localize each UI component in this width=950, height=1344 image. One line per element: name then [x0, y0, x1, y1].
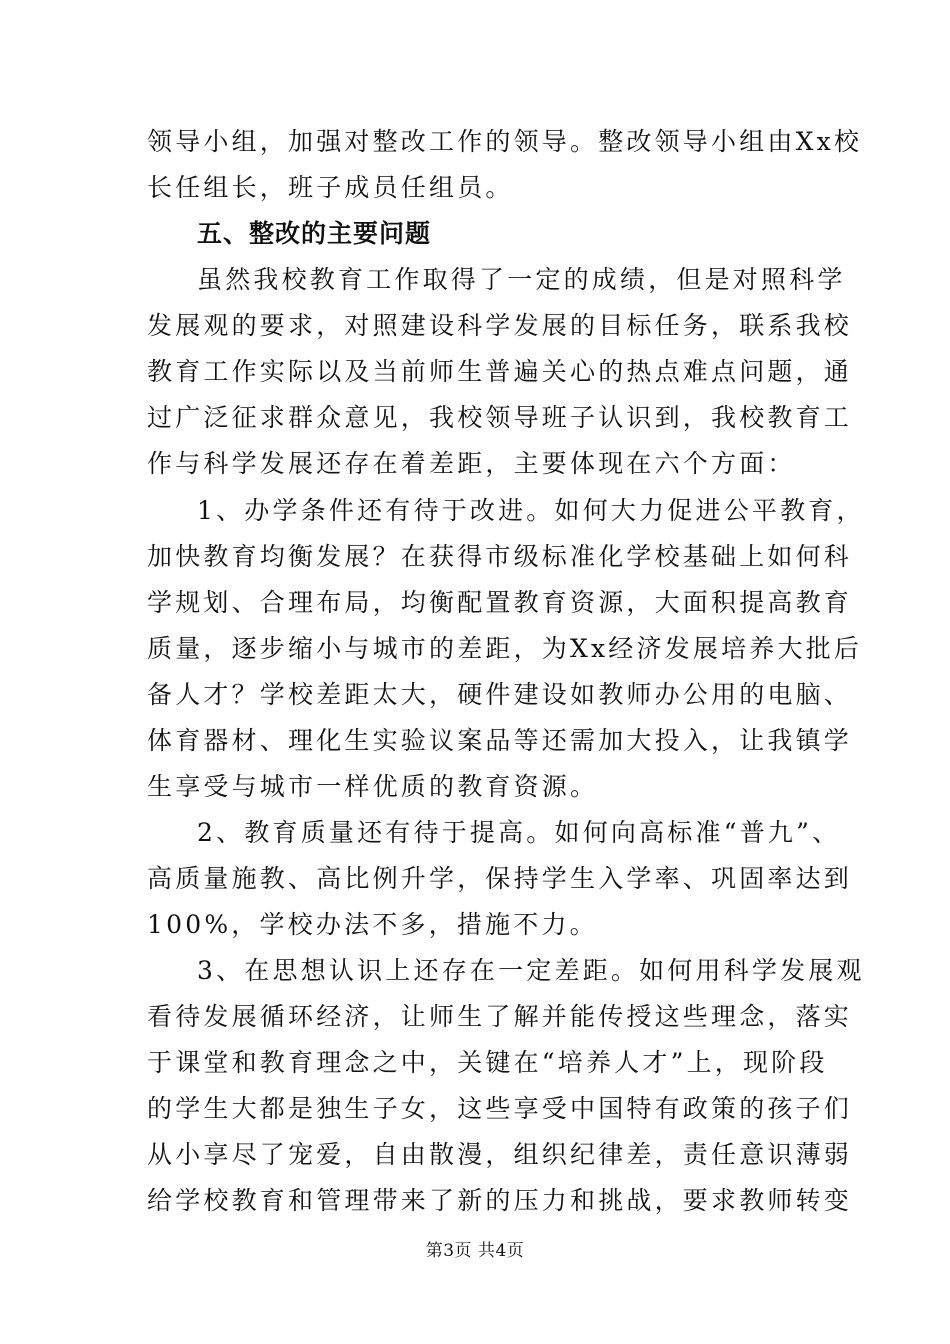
- paragraph-line: 加快教育均衡发展？在获得市级标准化学校基础上如何科: [147, 542, 853, 571]
- section-heading: 五、整改的主要问题: [197, 219, 432, 248]
- page-number-footer: 第3页 共4页: [425, 1241, 525, 1261]
- paragraph-line: 质量，逐步缩小与城市的差距，为Xx经济发展培养大批后: [147, 634, 863, 663]
- paragraph-line: 体育器材、理化生实验议案品等还需加大投入，让我镇学: [147, 726, 853, 755]
- paragraph-line: 长任组长，班子成员任组员。: [147, 173, 514, 202]
- paragraph-line: 从小享尽了宠爱，自由散漫，组织纪律差，责任意识薄弱: [147, 1140, 853, 1169]
- paragraph-line: 备人才？学校差距太大，硬件建设如教师办公用的电脑、: [147, 680, 853, 709]
- paragraph-line: 于课堂和教育理念之中，关键在“培养人才”上，现阶段: [147, 1048, 828, 1077]
- paragraph-line: 领导小组，加强对整改工作的领导。整改领导小组由Xx校: [147, 127, 863, 156]
- paragraph-line: 2、教育质量还有待于提高。如何向高标准“普九”、: [197, 818, 841, 847]
- paragraph-line: 生享受与城市一样优质的教育资源。: [147, 772, 599, 801]
- paragraph-line: 给学校教育和管理带来了新的压力和挑战，要求教师转变: [147, 1186, 853, 1215]
- paragraph-line: 过广泛征求群众意见，我校领导班子认识到，我校教育工: [147, 403, 853, 432]
- paragraph-line: 虽然我校教育工作取得了一定的成绩，但是对照科学: [197, 265, 846, 294]
- paragraph-line: 100%，学校办法不多，措施不力。: [147, 910, 598, 939]
- paragraph-line: 高质量施教、高比例升学，保持学生入学率、巩固率达到: [147, 864, 853, 893]
- paragraph-line: 看待发展循环经济，让师生了解并能传授这些理念，落实: [147, 1002, 853, 1031]
- paragraph-line: 作与科学发展还存在着差距，主要体现在六个方面：: [147, 449, 796, 478]
- paragraph-line: 发展观的要求，对照建设科学发展的目标任务，联系我校: [147, 311, 853, 340]
- paragraph-line: 3、在思想认识上还存在一定差距。如何用科学发展观: [197, 956, 865, 985]
- paragraph-line: 1、办学条件还有待于改进。如何大力促进公平教育，: [197, 496, 865, 525]
- paragraph-line: 学规划、合理布局，均衡配置教育资源，大面积提高教育: [147, 588, 853, 617]
- paragraph-line: 教育工作实际以及当前师生普遍关心的热点难点问题，通: [147, 357, 853, 386]
- paragraph-line: 的学生大都是独生子女，这些享受中国特有政策的孩子们: [147, 1094, 853, 1123]
